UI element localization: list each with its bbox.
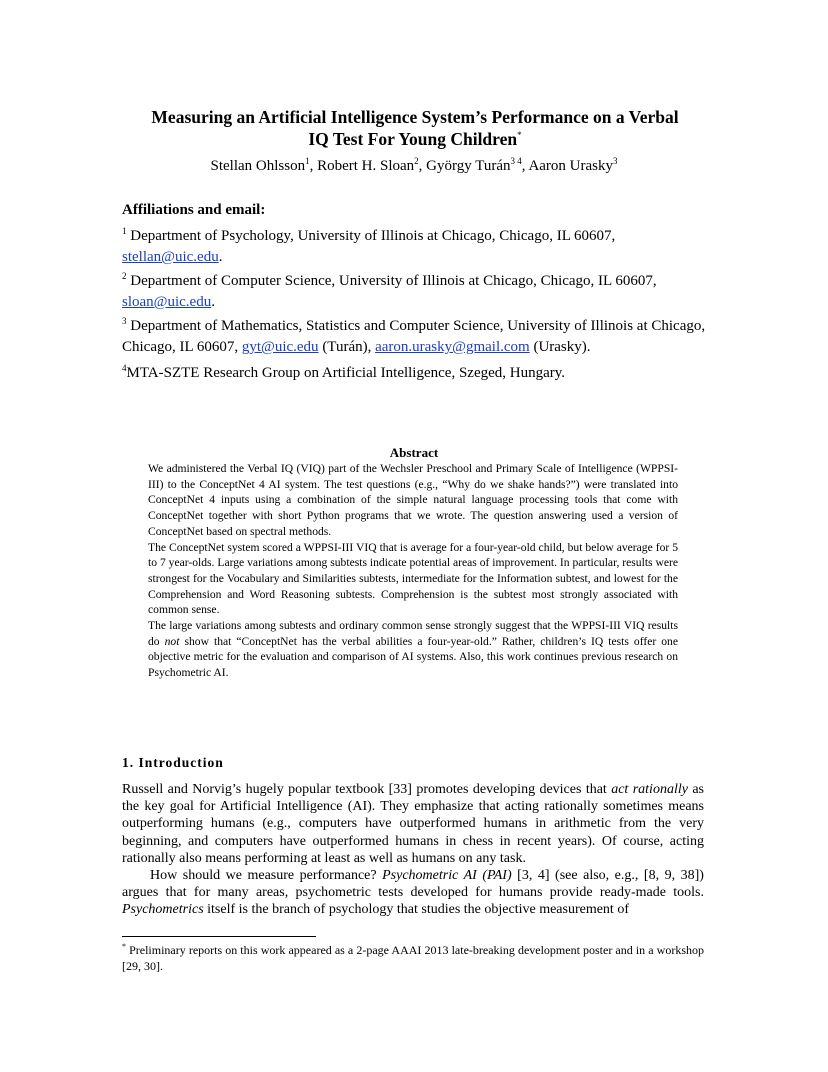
footnote-divider <box>122 936 316 937</box>
author-affiliation-marker: 1 <box>305 156 310 166</box>
title-footnote-marker: * <box>517 130 522 141</box>
abstract-body <box>148 461 678 681</box>
author-affiliation-marker: 2 <box>414 156 419 166</box>
abstract-paragraph: The ConceptNet system scored a WPPSI-III VIQ that is average for a four-year-old child, but below average for 5 to 7 year-olds. Large variations among subtests indicate potential areas of improvement. In particular, results were strongest for the Vocabulary and Similarities subtests, intermediate for the Information subtest, and lowest for the Comprehension and Word Reasoning subtests. Comprehension is the subtest most strongly associated with common sense. <box>148 540 678 617</box>
intro-paragraph <box>122 867 704 919</box>
affiliation-marker: 3 <box>122 316 127 326</box>
footnote <box>122 942 704 974</box>
intro-text: [3, 4] (see also, e.g., [8, 9, 38]) argues that for many areas, psychometric tests developed for humans provide ready-made tools. <box>122 868 704 901</box>
affiliation-end: . <box>211 294 215 310</box>
author-name: Aaron Urasky <box>528 158 613 174</box>
abstract-paragraph <box>148 618 678 681</box>
abstract-emphasis: not <box>164 634 180 648</box>
abstract-text: show that “ConceptNet has the verbal abilities a four-year-old.” Rather, children’s IQ tests offer one objective metric for the evaluation and comparison of AI systems. Also, this work continues previous research on Psychometric AI. <box>148 634 678 680</box>
affiliation-marker: 4 <box>122 363 127 373</box>
author-list <box>60 156 768 176</box>
affiliations-heading: Affiliations and email: <box>122 202 266 218</box>
intro-emphasis: act rationally <box>611 782 688 797</box>
section-heading-introduction: 1. Introduction <box>122 755 224 770</box>
affiliation-end: (Urasky). <box>529 339 591 355</box>
abstract-paragraph: We administered the Verbal IQ (VIQ) part of the Wechsler Preschool and Primary Scale of Intelligence (WPPSI-III) to the ConceptNet 4 AI system. The test questions (e.g., “Why do we shake hands?”) were translated into ConceptNet 4 inputs using a combination of the simple natural language processing tools that come with ConceptNet together with short Python programs that we wrote. The question answering used a version of ConceptNet based on spectral methods. <box>148 462 678 538</box>
footnote-marker: * <box>122 942 126 951</box>
intro-emphasis: Psychometric AI (PAI) <box>382 868 512 884</box>
affiliation-2 <box>122 271 712 313</box>
author-affiliation-marker: 3 <box>613 156 618 166</box>
email-link[interactable]: stellan@uic.edu <box>122 249 219 265</box>
intro-paragraph <box>122 781 704 867</box>
author-name: Stellan Ohlsson <box>210 158 306 174</box>
intro-text: Russell and Norvig’s hugely popular textbook [33] promotes developing devices that <box>122 782 612 797</box>
title-line-2: IQ Test For Young Children <box>308 129 518 149</box>
author-separator: , <box>521 158 529 174</box>
intro-emphasis: Psychometrics <box>122 902 204 918</box>
affiliation-text: Department of Computer Science, University of Illinois at Chicago, Chicago, IL 60607, <box>126 273 657 289</box>
affiliation-4 <box>122 363 712 384</box>
abstract-text: The large variations among subtests and ordinary common sense strongly suggest that the WPPSI-III VIQ results do <box>148 619 678 648</box>
affiliation-marker: 1 <box>122 226 127 236</box>
footnote-text: Preliminary reports on this work appeared as a 2-page AAAI 2013 late-breaking development poster and in a workshop [29, 30]. <box>122 943 704 973</box>
abstract-heading: Abstract <box>389 445 439 460</box>
author-affiliation-marker: 3 4 <box>510 156 522 166</box>
intro-text: as the key goal for Artificial Intelligence (AI). They emphasize that acting rationally sometimes means outperforming humans (e.g., computers have outperformed humans in arithmetic from the very beginning, and computers have outperformed humans in chess in recent years). Of course, acting rationally also means performing at least as well as humans on any task. <box>122 782 704 866</box>
title-line-1: Measuring an Artificial Intelligence System’s Performance on a Verbal <box>151 107 679 127</box>
paper-title <box>100 106 730 150</box>
affiliation-text: Department of Psychology, University of Illinois at Chicago, Chicago, IL 60607, <box>126 228 616 244</box>
email-link[interactable]: sloan@uic.edu <box>122 294 212 310</box>
author-separator: , <box>309 158 318 174</box>
introduction-body <box>122 781 704 919</box>
author-separator: , <box>418 158 427 174</box>
email-link[interactable]: gyt@uic.edu <box>241 339 319 355</box>
intro-text: itself is the branch of psychology that studies the objective measurement of <box>203 902 629 918</box>
affiliation-text: Department of Mathematics, Statistics and Computer Science, University of Illinois at Chicago, Chicago, IL 60607, <box>122 318 706 355</box>
intro-text: How should we measure performance? <box>150 868 383 884</box>
affiliation-3 <box>122 316 712 358</box>
author-name: Robert H. Sloan <box>317 158 415 174</box>
affiliation-mid: (Turán), <box>318 339 376 355</box>
affiliation-1 <box>122 226 712 268</box>
affiliation-text: MTA-SZTE Research Group on Artificial Intelligence, Szeged, Hungary. <box>126 365 566 381</box>
affiliation-end: . <box>218 249 223 265</box>
affiliation-marker: 2 <box>122 271 127 281</box>
author-name: György Turán <box>426 158 511 174</box>
email-link[interactable]: aaron.urasky@gmail.com <box>375 339 530 355</box>
